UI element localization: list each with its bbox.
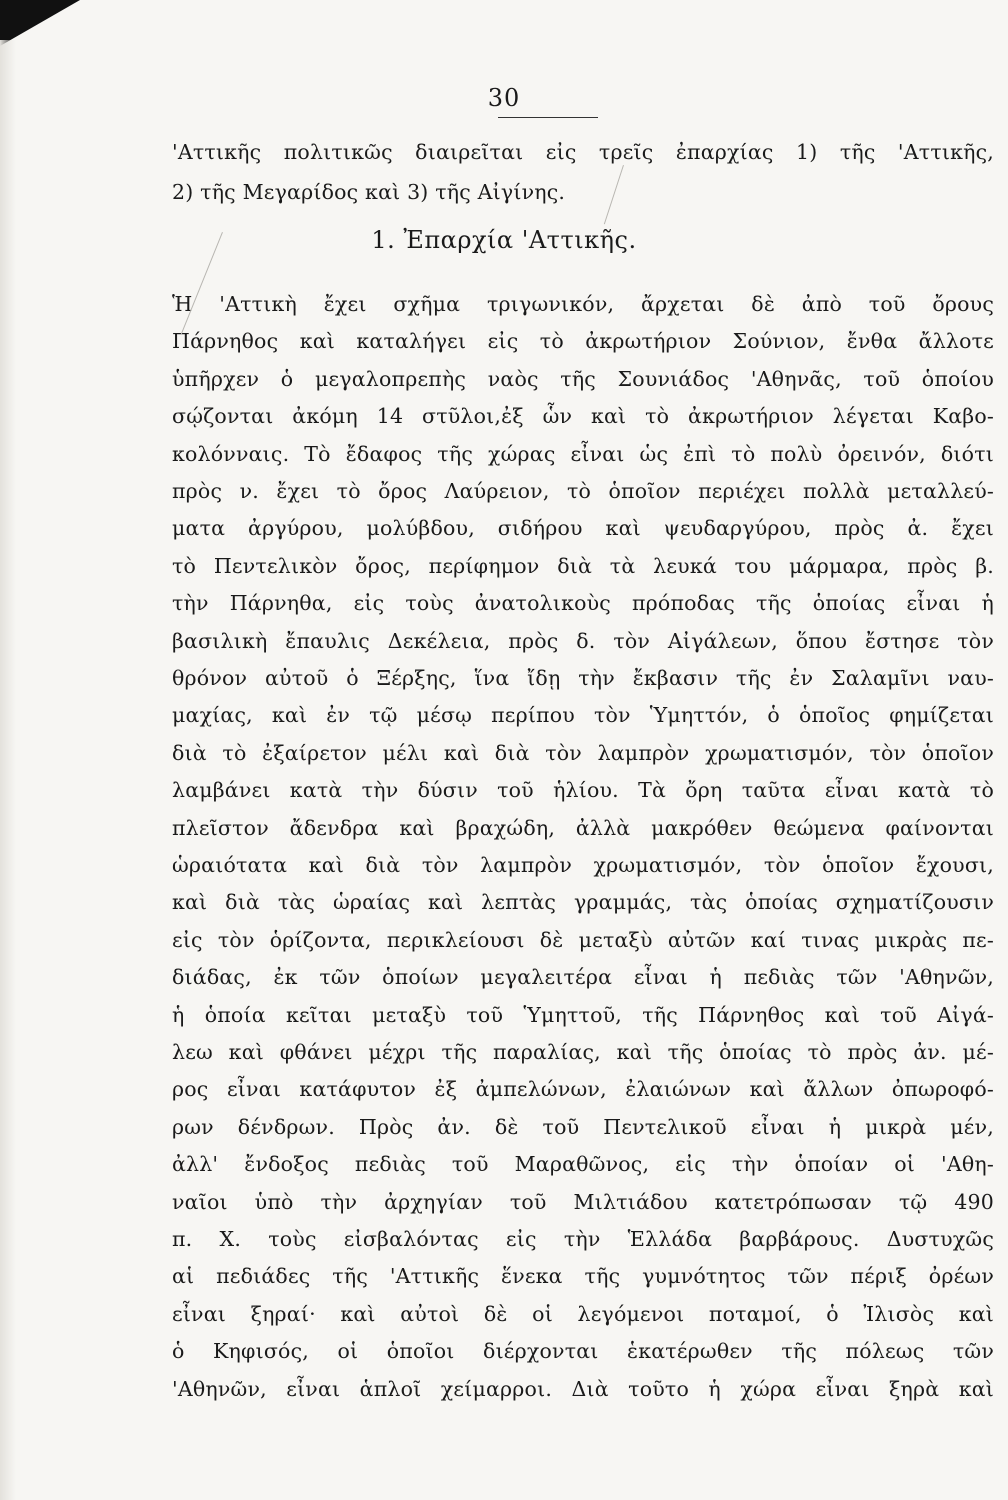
intro-line: 'Αττικῆς πολιτικῶς διαιρεῖται εἰς τρεῖς ἐπαρχίας 1) τῆς 'Αττικῆς, [172,140,994,164]
body-line: λαμβάνει κατὰ τὴν δύσιν τοῦ ἡλίου. Τὰ ὄρη ταῦτα εἶναι κατὰ τὸ [172,778,994,803]
body-line: ὡραιότατα καὶ διὰ τὸν λαμπρὸν χρωματισμόν, τὸν ὁποῖον ἔχουσι, [172,853,994,877]
body-line: εἰς τὸν ὁρίζοντα, περικλείουσι δὲ μεταξὺ αὐτῶν καί τινας μικρὰς πε- [172,927,994,952]
intro-line: 2) τῆς Μεγαρίδος καὶ 3) τῆς Αἰγίνης. [172,180,566,204]
body-line: σῴζονται ἀκόμη 14 στῦλοι,ἐξ ὧν καὶ τὸ ἀκρωτήριον λέγεται Καβο- [172,404,994,429]
section-heading: 1. Ἐπαρχία 'Αττικῆς. [371,226,637,254]
body-line: αἱ πεδιάδες τῆς 'Αττικῆς ἕνεκα τῆς γυμνότητος τῶν πέριξ ὀρέων [172,1264,994,1289]
body-line: εἶναι ξηραί· καὶ αὐτοὶ δὲ οἱ λεγόμενοι ποταμοί, ὁ Ἰλισὸς καὶ [172,1301,994,1326]
body-line: ρων δένδρων. Πρὸς ἀν. δὲ τοῦ Πεντελικοῦ εἶναι ἡ μικρὰ μέν, [172,1114,994,1139]
page-number-rule [498,117,598,118]
body-line: βασιλικὴ ἔπαυλις Δεκέλεια, πρὸς δ. τὸν Αἰγάλεων, ὅπου ἔστησε τὸν [172,628,994,653]
body-line: λεω καὶ φθάνει μέχρι τῆς παραλίας, καὶ τῆς ὁποίας τὸ πρὸς ἀν. μέ- [172,1040,994,1064]
body-line: π. Χ. τοὺς εἰσβαλόντας εἰς τὴν Ἑλλάδα βαρβάρους. Δυστυχῶς [172,1227,994,1251]
body-line: διὰ τὸ ἐξαίρετον μέλι καὶ διὰ τὸν λαμπρὸν χρωματισμόν, τὸν ὁποῖον [172,740,994,765]
body-line: Πάρνηθος καὶ καταλήγει εἰς τὸ ἀκρωτήριον Σούνιον, ἔνθα ἄλλοτε [172,329,994,354]
body-line: τὴν Πάρνηθα, εἰς τοὺς ἀνατολικοὺς πρόποδας τῆς ὁποίας εἶναι ἡ [172,591,994,616]
body-line: ὁ Κηφισός, οἱ ὁποῖοι διέρχονται ἑκατέρωθεν τῆς πόλεως τῶν [172,1339,994,1364]
body-line: ἡ ὁποία κεῖται μεταξὺ τοῦ Ὑμηττοῦ, τῆς Πάρνηθος καὶ τοῦ Αἰγά- [172,1002,994,1027]
body-line: θρόνον αὐτοῦ ὁ Ξέρξης, ἵνα ἴδῃ τὴν ἔκβασιν τῆς ἐν Σαλαμῖνι ναυ- [172,666,994,690]
body-line: διάδας, ἐκ τῶν ὁποίων μεγαλειτέρα εἶναι ἡ πεδιὰς τῶν 'Αθηνῶν, [172,965,994,990]
body-line: ματα ἀργύρου, μολύβδου, σιδήρου καὶ ψευδαργύρου, πρὸς ἀ. ἔχει [172,516,994,541]
body-line: ὑπῆρχεν ὁ μεγαλοπρεπὴς ναὸς τῆς Σουνιάδος 'Αθηνᾶς, τοῦ ὁποίου [172,366,994,391]
body-line: πρὸς ν. ἔχει τὸ ὄρος Λαύρειον, τὸ ὁποῖον περιέχει πολλὰ μεταλλεύ- [172,479,994,503]
body-line: ἀλλ' ἔνδοξος πεδιὰς τοῦ Μαραθῶνος, εἰς τὴν ὁποίαν οἱ 'Αθη- [172,1152,994,1177]
body-line: ρος εἶναι κατάφυτον ἐξ ἀμπελώνων, ἐλαιώνων καὶ ἄλλων ὀπωροφό- [172,1077,994,1102]
body-line: ναῖοι ὑπὸ τὴν ἀρχηγίαν τοῦ Μιλτιάδου κατετρόπωσαν τῷ 490 [172,1189,994,1214]
body-line: Ἡ 'Αττικὴ ἔχει σχῆμα τριγωνικόν, ἄρχεται δὲ ἀπὸ τοῦ ὄρους [172,292,994,316]
scan-edge-shadow [0,40,16,1500]
body-line: 'Αθηνῶν, εἶναι ἁπλοῖ χείμαρροι. Διὰ τοῦτο ἡ χώρα εἶναι ξηρὰ καὶ [172,1376,994,1401]
body-line: καὶ διὰ τὰς ὡραίας καὶ λεπτὰς γραμμάς, τὰς ὁποίας σχηματίζουσιν [172,890,994,915]
body-line: τὸ Πεντελικὸν ὄρος, περίφημον διὰ τὰ λευκά του μάρμαρα, πρὸς β. [172,553,994,578]
body-line: πλεῖστον ἄδενδρα καὶ βραχώδη, ἀλλὰ μακρόθεν θεώμενα φαίνονται [172,815,994,840]
body-line: μαχίας, καὶ ἐν τῷ μέσῳ περίπου τὸν Ὑμηττόν, ὁ ὁποῖος φημίζεται [172,703,994,728]
page-number: 30 [487,84,521,112]
body-line: κολόνναις. Τὸ ἔδαφος τῆς χώρας εἶναι ὡς ἐπὶ τὸ πολὺ ὀρεινόν, διότι [172,441,994,466]
